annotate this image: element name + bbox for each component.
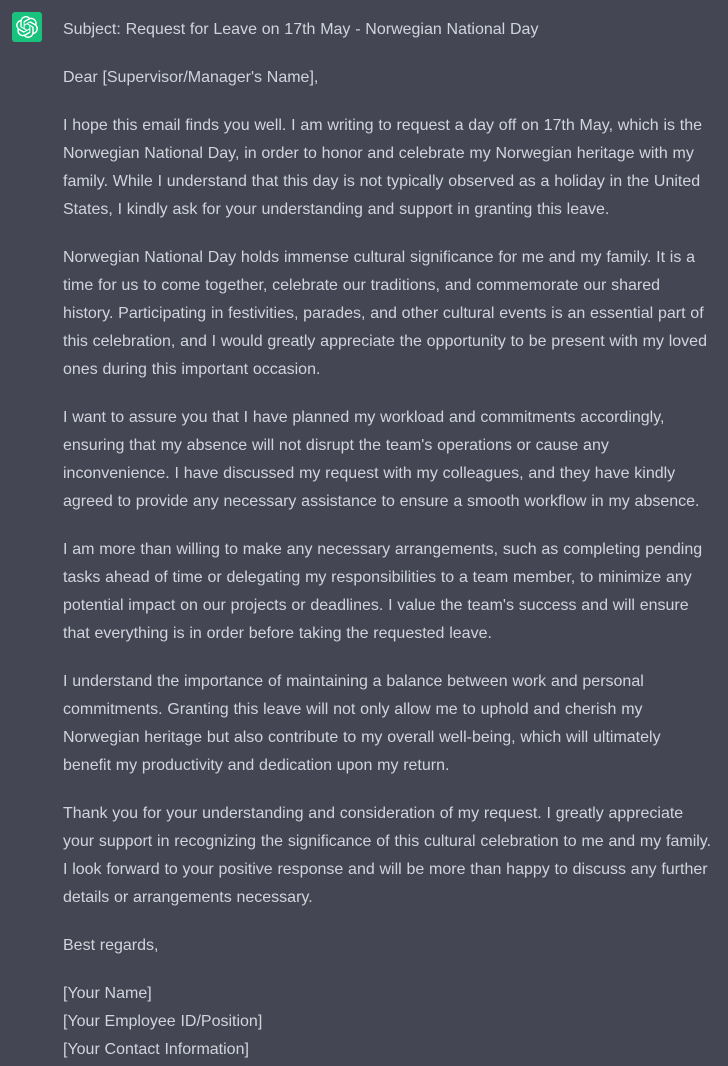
email-paragraph: Thank you for your understanding and consideration of my request. I greatly appreciate your support in recognizing the significance of this cultural celebration to me and my family. I look forward to your positive response and will be more than happy to discuss any further details or arrangements necessary. — [63, 805, 712, 906]
email-paragraph: I hope this email finds you well. I am writing to request a day off on 17th May, which is the Norwegian National Day, in order to honor and celebrate my Norwegian heritage with my family. While I understand that this day is not typically observed as a holiday in the United States, I kindly ask for your understanding and support in granting this leave. — [63, 117, 703, 218]
signature-line: [Your Contact Information] — [63, 1041, 249, 1058]
email-paragraph: Norwegian National Day holds immense cultural significance for me and my family. It is a time for us to come together, celebrate our traditions, and commemorate our shared history. Participating in festivities, parades, and other cultural events is an essential part of this celebration, and I would greatly appreciate the opportunity to be present with my loved ones during this important occasion. — [63, 249, 707, 378]
email-paragraph: I understand the importance of maintaining a balance between work and personal commitments. Granting this leave will not only allow me to uphold and cherish my Norwegian heritage but also contribute to my overall well-being, which will ultimately benefit my productivity and dedication upon my return. — [63, 673, 661, 774]
email-signature — [63, 980, 713, 1064]
email-subject-line: Subject: Request for Leave on 17th May - Norwegian National Day — [63, 21, 539, 38]
email-closing: Best regards, — [63, 937, 159, 954]
openai-logo-icon — [16, 16, 38, 38]
email-paragraph: I am more than willing to make any necessary arrangements, such as completing pending tasks ahead of time or delegating my responsibilities to a team member, to minimize any potential impact on our projects or deadlines. I value the team's success and will ensure that everything is in order before taking the requested leave. — [63, 541, 703, 642]
email-paragraph: I want to assure you that I have planned my workload and commitments accordingly, ensuring that my absence will not disrupt the team's operations or cause any inconvenience. I have discussed my request with my colleagues, and they have kindly agreed to provide any necessary assistance to ensure a smooth workflow in my absence. — [63, 409, 700, 510]
signature-line: [Your Employee ID/Position] — [63, 1013, 263, 1030]
email-draft — [63, 12, 713, 1064]
email-greeting: Dear [Supervisor/Manager's Name], — [63, 69, 319, 86]
signature-line: [Your Name] — [63, 985, 152, 1002]
assistant-avatar — [12, 12, 42, 42]
